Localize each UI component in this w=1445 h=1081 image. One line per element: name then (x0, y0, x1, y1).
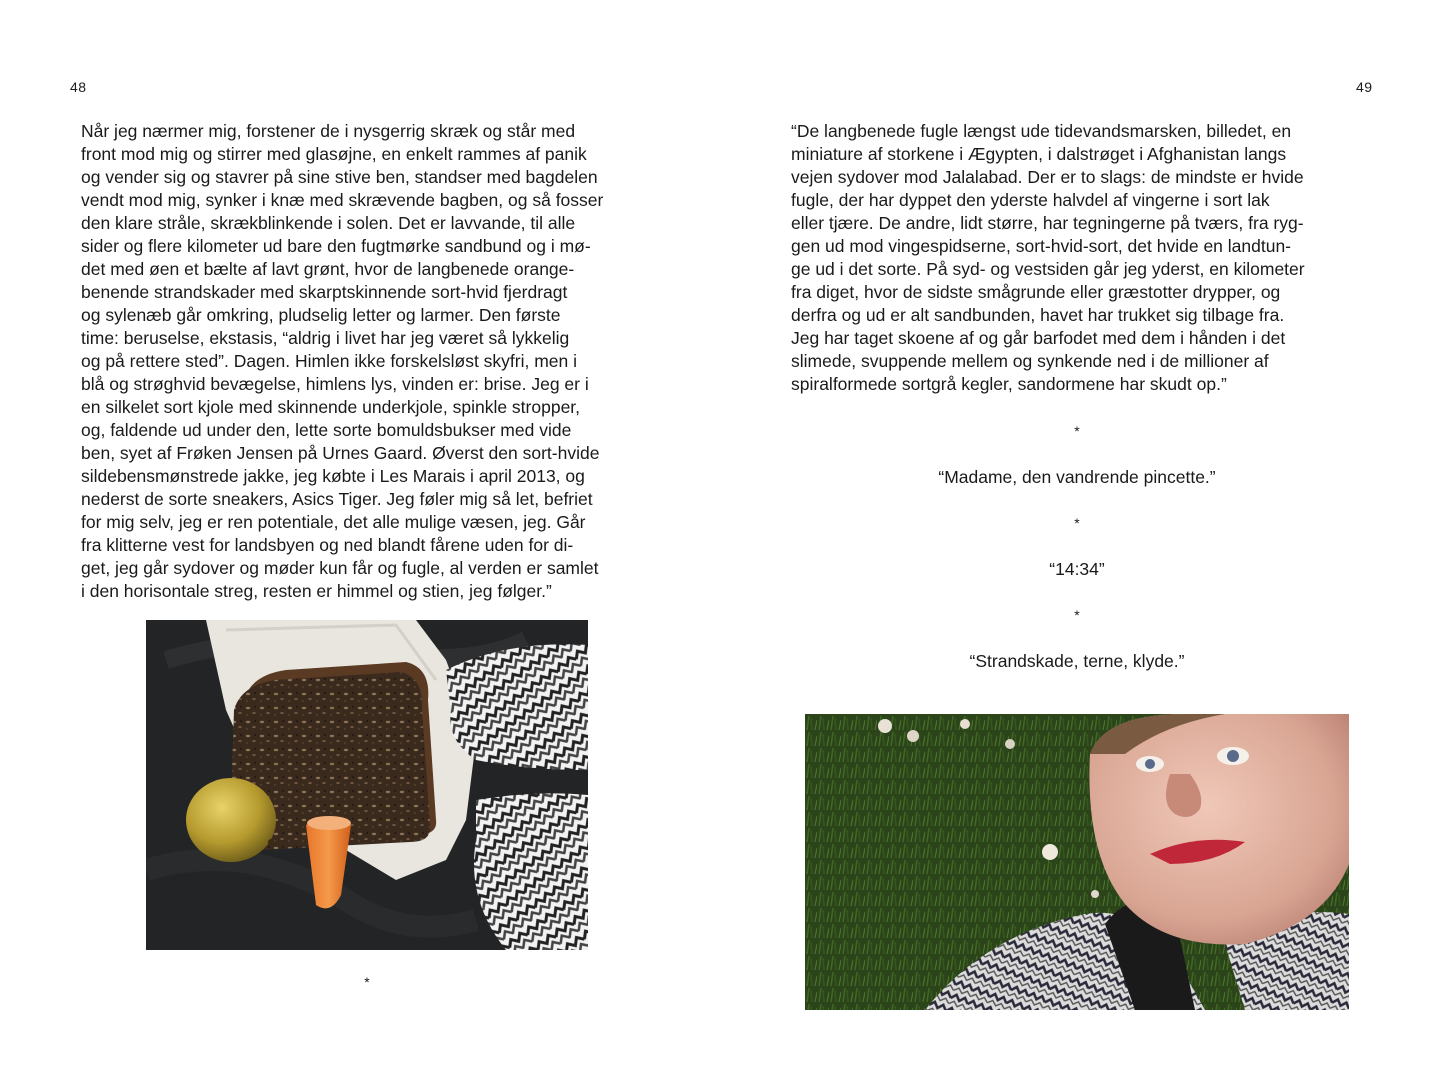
right-paragraph-line: fra diget, hvor de sidste smågrunde eller græstotter drypper, og (791, 282, 1281, 302)
left-paragraph-line: nederst de sorte sneakers, Asics Tiger. Jeg føler mig så let, befriet (81, 489, 593, 509)
section-divider-right-1: * (1074, 423, 1080, 439)
left-paragraph-line: og, faldende ud under den, lette sorte bomuldsbukser med vide (81, 420, 572, 440)
section-divider-right-3: * (1074, 607, 1080, 623)
left-paragraph-line: vendt mod mig, synker i knæ med skrævende bagben, og så fosser (81, 190, 604, 210)
right-paragraph (791, 120, 1305, 396)
left-paragraph-line: time: beruselse, ekstasis, “aldrig i livet har jeg været så lykkelig (81, 328, 570, 348)
right-paragraph-line: fugle, der har dyppet den yderste halvdel af vingerne i sort lak (791, 190, 1270, 210)
portrait-photo-image (805, 714, 1349, 1010)
right-paragraph-line: spiralformede sortgrå kegler, sandormene har skudt op.” (791, 374, 1227, 394)
left-paragraph (81, 120, 603, 603)
left-paragraph-line: Når jeg nærmer mig, forstener de i nysgerrig skræk og står med (81, 121, 576, 141)
left-paragraph-line: get, jeg går sydover og møder kun får og fugle, al verden er samlet (81, 558, 599, 578)
left-paragraph-line: sildebensmønstrede jakke, jeg købte i Les Marais i april 2013, og (81, 466, 585, 486)
right-paragraph-line: derfra og ud er alt sandbunden, havet har trukket sig tilbage fra. (791, 305, 1285, 325)
quote-birds: “Strandskade, terne, klyde.” (969, 651, 1185, 671)
left-paragraph-line: den klare stråle, skrækblinkende i solen. Det er lavvande, til alle (81, 213, 576, 233)
left-paragraph-line: en silkelet sort kjole med skinnende underkjole, spinkle stropper, (81, 397, 581, 417)
left-paragraph-line: og sylenæb går omkring, pludselig letter og larmer. Den første (81, 305, 561, 325)
left-paragraph-line: for mig selv, jeg er ren potentiale, det alle mulige væsen, jeg. Går (81, 512, 586, 532)
right-paragraph-line: “De langbenede fugle længst ude tidevandsmarsken, billedet, en (791, 121, 1292, 141)
right-paragraph-line: ge ud i det sorte. På syd- og vestsiden går jeg yderst, en kilometer (791, 259, 1305, 279)
quote-madame: “Madame, den vandrende pincette.” (938, 467, 1216, 487)
left-paragraph-line: det med øen et bælte af lavt grønt, hvor de langbenede orange- (81, 259, 575, 279)
right-paragraph-line: gen ud mod vingespidserne, sort-hvid-sort, det hvide en landtun- (791, 236, 1292, 256)
left-paragraph-line: sider og flere kilometer ud bare den fugtmørke sandbund og i mø- (81, 236, 591, 256)
left-paragraph-line: blå og strøghvid bevægelse, himlens lys, vinden er: brise. Jeg er i (81, 374, 589, 394)
left-paragraph-line: fra klitterne vest for landsbyen og ned blandt fårene uden for di- (81, 535, 574, 555)
left-paragraph-line: front mod mig og stirrer med glasøjne, en enkelt rammes af panik (81, 144, 587, 164)
lunch-photo (146, 620, 588, 950)
left-paragraph-line: benende strandskader med skarptskinnende sort-hvid fjerdragt (81, 282, 568, 302)
lunch-photo-image (146, 620, 588, 950)
left-paragraph-line: i den horisontale streg, resten er himmel og stien, jeg følger.” (81, 581, 552, 601)
right-paragraph-line: eller tjære. De andre, lidt større, har tegningerne på tværs, fra ryg- (791, 213, 1304, 233)
section-divider-right-2: * (1074, 515, 1080, 531)
section-divider-left: * (364, 974, 370, 990)
page-number-left: 48 (70, 79, 87, 95)
right-paragraph-line: Jeg har taget skoene af og går barfodet med dem i hånden i det (791, 328, 1286, 348)
page-number-right: 49 (1356, 79, 1373, 95)
right-paragraph-line: slimede, svuppende mellem og synkende ned i de millioner af (791, 351, 1269, 371)
portrait-photo (805, 714, 1349, 1010)
left-paragraph-line: ben, syet af Frøken Jensen på Urnes Gaard. Øverst den sort-hvide (81, 443, 600, 463)
right-paragraph-line: miniature af storkene i Ægypten, i dalstrøget i Afghanistan langs (791, 144, 1287, 164)
left-paragraph-line: og vender sig og stavrer på sine stive ben, standser med bagdelen (81, 167, 598, 187)
quote-time: “14:34” (1049, 559, 1105, 579)
right-paragraph-line: vejen sydover mod Jalalabad. Der er to slags: de mindste er hvide (791, 167, 1304, 187)
left-paragraph-line: og på rettere sted”. Dagen. Himlen ikke forskelsløst skyfri, men i (81, 351, 578, 371)
